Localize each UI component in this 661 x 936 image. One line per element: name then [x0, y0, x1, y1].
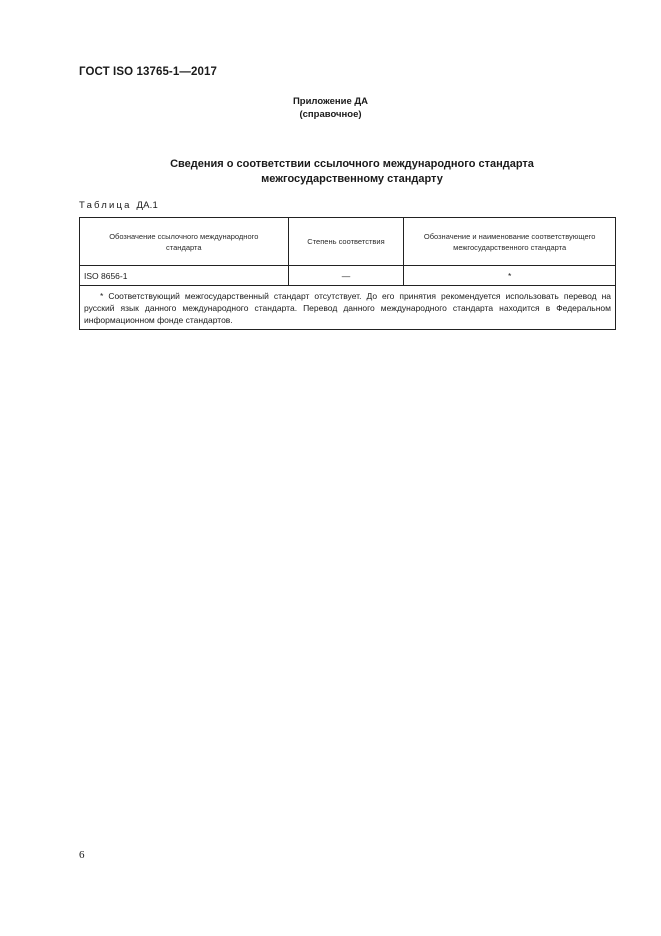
table-row — [80, 266, 616, 286]
section-title-line-2: межгосударственному стандарту — [261, 173, 443, 185]
document-code: ГОСТ ISO 13765-1—2017 — [79, 66, 217, 78]
table-caption — [79, 200, 158, 211]
table-footnote-row — [80, 286, 616, 330]
section-title-line-1: Сведения о соответствии ссылочного международного стандарта — [170, 158, 534, 170]
appendix-heading — [0, 95, 661, 121]
section-title — [0, 157, 661, 187]
cell-reference-standard: ISO 8656-1 — [80, 266, 289, 286]
table-header-row — [80, 218, 616, 266]
column-header-reference-standard: Обозначение ссылочного международного стандарта — [80, 218, 289, 266]
page-number: 6 — [79, 849, 85, 861]
column-header-degree-of-conformity: Степень соответствия — [288, 218, 404, 266]
cell-degree-of-conformity: — — [288, 266, 404, 286]
table-caption-label: Таблица — [79, 200, 132, 211]
column-header-interstate-standard: Обозначение и наименование соответствующего межгосударственного стандарта — [404, 218, 616, 266]
table-caption-number: ДА.1 — [136, 200, 158, 211]
correspondence-table — [79, 217, 616, 330]
table-footnote: * Соответствующий межгосударственный стандарт отсутствует. До его принятия рекомендуется использовать перевод на русский язык данного международного стандарта. Перевод данного международного стандарта находится в Федеральном информационном фонде стандартов. — [80, 286, 616, 330]
appendix-title: Приложение ДА — [292, 96, 369, 107]
cell-interstate-standard: * — [404, 266, 616, 286]
appendix-subtitle: (справочное) — [299, 109, 362, 120]
